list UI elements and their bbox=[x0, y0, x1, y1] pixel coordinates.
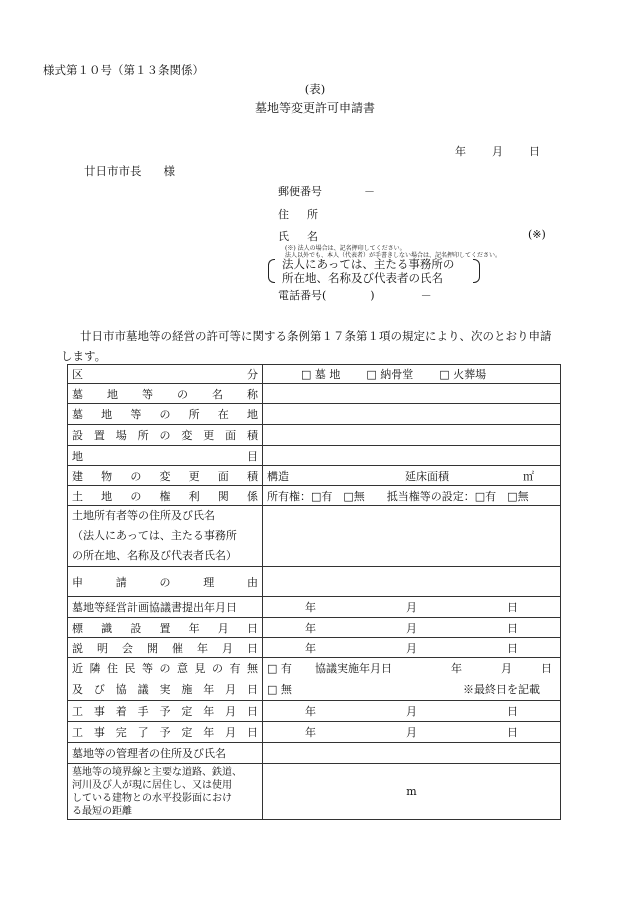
consultation-value[interactable] bbox=[263, 658, 561, 701]
label-char: の bbox=[212, 662, 223, 675]
distance-label-3: している建物との水平投影面におけ bbox=[72, 792, 232, 804]
phone-field[interactable] bbox=[278, 287, 432, 303]
label-char: 有 bbox=[229, 662, 241, 675]
label-char: 在 bbox=[217, 408, 229, 421]
area-change-value[interactable] bbox=[263, 425, 561, 446]
label-char: 意 bbox=[177, 662, 188, 675]
distance-value[interactable] bbox=[263, 764, 561, 820]
area-change-label bbox=[72, 427, 258, 443]
consult-date-label: 協議実施年月日 bbox=[315, 662, 392, 675]
owner-label-3: の所在地、名称及び代表者氏名） bbox=[72, 549, 237, 562]
corp-note-line-2: 所在地、名称及び代表者の氏名 bbox=[282, 271, 443, 285]
consult-note: ※最終日を記載 bbox=[463, 683, 540, 696]
label-char: 施 bbox=[181, 683, 193, 696]
label-char: 面 bbox=[217, 469, 229, 483]
label-char: 置 bbox=[93, 429, 105, 442]
label-char: 目 bbox=[247, 449, 258, 463]
option-ossuary[interactable]: □ 納骨堂 bbox=[366, 368, 414, 381]
building-area-value[interactable] bbox=[263, 466, 561, 486]
row-land-category bbox=[68, 446, 561, 466]
label-char: 利 bbox=[188, 489, 200, 503]
label-char: 近 bbox=[72, 662, 83, 675]
label-char: 変 bbox=[181, 429, 193, 442]
location-label bbox=[72, 406, 258, 422]
document-title: 墓地等変更許可申請書 bbox=[254, 101, 375, 115]
postal-dash: － bbox=[364, 185, 375, 198]
consult-month: 月 bbox=[501, 662, 512, 675]
label-char: 日 bbox=[247, 705, 258, 718]
ymd-month: 月 bbox=[406, 726, 417, 739]
label-char: 地 bbox=[101, 489, 113, 503]
ymd-year: 年 bbox=[305, 705, 316, 718]
label-char: 場 bbox=[115, 429, 127, 442]
row-land-rights bbox=[68, 486, 561, 506]
label-char: 協 bbox=[115, 683, 127, 696]
row-reason bbox=[68, 567, 561, 597]
row-category bbox=[68, 365, 561, 384]
label-char: 及 bbox=[72, 683, 83, 696]
distance-label-2: 河川及び人が現に居住し、又は使用 bbox=[72, 779, 232, 791]
label-char: 地 bbox=[72, 449, 83, 463]
label-char: 定 bbox=[181, 705, 193, 718]
owner-label-1: 土地所有者等の住所及び氏名 bbox=[72, 509, 215, 522]
label-char: 地 bbox=[101, 408, 113, 421]
label-char: 催 bbox=[172, 641, 183, 655]
reason-label bbox=[72, 574, 258, 590]
name-field[interactable] bbox=[278, 228, 318, 244]
facility-name-value[interactable] bbox=[263, 384, 561, 404]
postal-label: 郵便番号 bbox=[278, 185, 322, 198]
ymd-day: 日 bbox=[507, 641, 518, 655]
sign-date-label bbox=[72, 620, 258, 636]
ymd-month: 月 bbox=[406, 601, 417, 614]
ymd-day: 日 bbox=[507, 726, 518, 739]
label-char: 工 bbox=[72, 705, 83, 718]
label-char: 申 bbox=[72, 575, 83, 589]
label-char: 日 bbox=[247, 726, 258, 739]
addressee-name: 廿日市市長 bbox=[84, 164, 142, 178]
label-char: 標 bbox=[72, 621, 83, 635]
label-char: 所 bbox=[137, 429, 149, 442]
option-crematorium[interactable]: □ 火葬場 bbox=[439, 368, 487, 381]
ymd-year: 年 bbox=[305, 641, 316, 655]
option-cemetery[interactable]: □ 墓 地 bbox=[301, 368, 341, 381]
category-label: 区 分 bbox=[72, 368, 258, 381]
start-date-value[interactable] bbox=[263, 701, 561, 722]
row-area-change bbox=[68, 425, 561, 446]
start-date-label bbox=[72, 703, 258, 719]
ymd-month: 月 bbox=[406, 705, 417, 718]
label-char: 工 bbox=[72, 726, 83, 739]
label-char: 月 bbox=[225, 726, 237, 739]
category-options[interactable] bbox=[263, 365, 561, 384]
label-char: 年 bbox=[203, 705, 215, 718]
seal-note-1: (※) 法人の場合は、記名押印してください。 bbox=[285, 245, 406, 252]
consult-day: 日 bbox=[541, 662, 552, 675]
land-rights-label bbox=[72, 488, 258, 504]
ymd-year: 年 bbox=[305, 621, 316, 635]
address-label-2: 所 bbox=[307, 208, 318, 221]
label-char: 由 bbox=[247, 575, 258, 589]
ymd-line bbox=[267, 703, 556, 719]
consult-year: 年 bbox=[451, 662, 462, 675]
land-category-value[interactable] bbox=[263, 446, 561, 466]
consult-yes-option[interactable]: □ 有 bbox=[267, 662, 292, 675]
row-manager bbox=[68, 743, 561, 764]
label-char: 実 bbox=[159, 683, 171, 696]
label-char: 等 bbox=[142, 387, 153, 401]
name-label-2: 名 bbox=[307, 230, 318, 243]
row-sign-date bbox=[68, 618, 561, 638]
label-char: 民 bbox=[124, 662, 136, 675]
label-char: 年 bbox=[203, 683, 215, 696]
plan-date-value[interactable] bbox=[263, 597, 561, 618]
right-bracket bbox=[473, 259, 480, 283]
label-char: 予 bbox=[159, 705, 171, 718]
label-char: 予 bbox=[159, 726, 171, 739]
label-char: の bbox=[130, 469, 142, 483]
land-category-label bbox=[72, 448, 258, 464]
label-char: 土 bbox=[72, 489, 83, 503]
briefing-date-value[interactable] bbox=[263, 638, 561, 658]
meter-unit: m bbox=[406, 785, 417, 798]
label-char: 無 bbox=[247, 662, 258, 675]
ymd-day: 日 bbox=[507, 601, 518, 614]
facility-name-label bbox=[72, 386, 258, 402]
label-char: 隣 bbox=[89, 662, 101, 675]
label-char: 識 bbox=[101, 621, 113, 635]
seal-mark: (※) bbox=[528, 228, 546, 241]
briefing-date-label bbox=[72, 640, 258, 656]
row-finish-date bbox=[68, 722, 561, 743]
ymd-day: 日 bbox=[507, 705, 518, 718]
reason-value[interactable] bbox=[263, 567, 561, 597]
seal-note-2: 法人以外でも、本人（代表者）が手書きしない場合は、記名押印してください。 bbox=[285, 252, 502, 259]
label-char: 地 bbox=[107, 387, 118, 401]
label-char: 説 bbox=[72, 641, 83, 655]
land-rights-value[interactable]: 所有権：□有 □無 抵当権等の設定：□有 □無 bbox=[263, 486, 561, 506]
label-char: 了 bbox=[137, 726, 149, 739]
distance-label-4: る最短の距離 bbox=[72, 805, 132, 817]
row-consultation bbox=[68, 658, 561, 701]
distance-label-1: 墓地等の境界線と主要な道路、鉄道、 bbox=[72, 766, 242, 778]
phone-dash: － bbox=[420, 289, 432, 302]
label-char: 明 bbox=[97, 641, 108, 655]
finish-date-value[interactable] bbox=[263, 722, 561, 743]
location-value[interactable] bbox=[263, 404, 561, 425]
plan-date-label: 墓地等経営計画協議書提出年月日 bbox=[72, 601, 237, 614]
row-distance bbox=[68, 764, 561, 820]
row-plan-date bbox=[68, 597, 561, 618]
label-char: 権 bbox=[159, 489, 171, 503]
label-char: 月 bbox=[225, 683, 237, 696]
label-char: の bbox=[159, 662, 171, 675]
label-char: 開 bbox=[147, 641, 158, 655]
label-char: の bbox=[177, 387, 188, 401]
corporation-note-bracket bbox=[268, 259, 480, 283]
label-char: 更 bbox=[188, 469, 200, 483]
label-char: 称 bbox=[247, 387, 258, 401]
row-building-area bbox=[68, 466, 561, 486]
label-char: 定 bbox=[181, 726, 193, 739]
address-label: 住 bbox=[278, 208, 289, 221]
name-label: 氏 bbox=[278, 230, 289, 243]
label-char: 物 bbox=[101, 469, 113, 483]
label-char: の bbox=[130, 489, 142, 503]
label-char: の bbox=[159, 575, 171, 589]
label-char: 手 bbox=[137, 705, 149, 718]
form-number: 様式第１０号（第１３条関係） bbox=[43, 63, 204, 77]
intro-text: 廿日市市墓地等の経営の許可等に関する条例第１７条第１項の規定により、次のとおり申請します。 bbox=[61, 329, 552, 363]
label-char: 変 bbox=[159, 469, 171, 483]
row-location bbox=[68, 404, 561, 425]
label-char: 議 bbox=[137, 683, 149, 696]
floor-area-label: 延床面積 bbox=[405, 469, 449, 483]
ymd-month: 月 bbox=[406, 641, 417, 655]
label-char: 地 bbox=[246, 408, 258, 421]
label-char: び bbox=[93, 683, 105, 696]
date-month: 月 bbox=[492, 145, 503, 158]
label-char: 年 bbox=[203, 726, 215, 739]
finish-date-label bbox=[72, 724, 258, 740]
consult-label-2 bbox=[72, 679, 258, 700]
label-char: 建 bbox=[72, 469, 83, 483]
label-char: 積 bbox=[246, 469, 258, 483]
label-char: 年 bbox=[188, 621, 200, 635]
row-briefing-date bbox=[68, 638, 561, 658]
label-char: 完 bbox=[115, 726, 127, 739]
label-char: 着 bbox=[115, 705, 127, 718]
manager-value[interactable] bbox=[263, 743, 561, 764]
consult-label-1 bbox=[72, 658, 258, 679]
sign-date-value[interactable] bbox=[263, 618, 561, 638]
label-char: 月 bbox=[222, 641, 233, 655]
label-char: 名 bbox=[212, 387, 223, 401]
left-bracket bbox=[268, 259, 275, 283]
label-char: 設 bbox=[130, 621, 142, 635]
building-area-label bbox=[72, 468, 258, 484]
label-char: 設 bbox=[72, 429, 83, 442]
label-char: 事 bbox=[93, 705, 105, 718]
label-char: 置 bbox=[159, 621, 171, 635]
label-char: 等 bbox=[142, 662, 153, 675]
date-year: 年 bbox=[455, 145, 466, 158]
ymd-line bbox=[267, 599, 556, 615]
postal-code-field[interactable] bbox=[278, 183, 375, 199]
ymd-year: 年 bbox=[305, 726, 316, 739]
phone-label: 電話番号( bbox=[278, 289, 327, 302]
ymd-month: 月 bbox=[406, 621, 417, 635]
application-table bbox=[67, 364, 561, 820]
corp-note-line-1: 法人にあっては、主たる事務所の bbox=[282, 257, 455, 271]
label-char: 面 bbox=[225, 429, 237, 442]
label-char: 関 bbox=[217, 489, 229, 503]
label-char: 係 bbox=[246, 489, 258, 503]
addressee-honorific: 様 bbox=[163, 164, 175, 178]
label-char: 墓 bbox=[72, 408, 83, 421]
row-facility-name bbox=[68, 384, 561, 404]
ymd-line bbox=[267, 620, 556, 636]
label-char: 理 bbox=[203, 575, 215, 589]
label-char: の bbox=[159, 408, 171, 421]
date-line bbox=[455, 143, 540, 159]
ymd-line bbox=[267, 724, 556, 740]
label-char: 会 bbox=[122, 641, 133, 655]
addressee bbox=[84, 163, 175, 179]
structure-label: 構造 bbox=[267, 469, 289, 483]
label-char: 日 bbox=[247, 641, 258, 655]
label-char: 日 bbox=[246, 621, 258, 635]
row-start-date bbox=[68, 701, 561, 722]
label-char: 事 bbox=[93, 726, 105, 739]
intro-paragraph bbox=[61, 326, 561, 366]
label-char: の bbox=[159, 429, 171, 442]
manager-label: 墓地等の管理者の住所及び氏名 bbox=[72, 747, 226, 760]
owner-label-2: （法人にあっては、主たる事務所 bbox=[72, 529, 237, 542]
label-char: 所 bbox=[188, 408, 200, 421]
label-char: 月 bbox=[217, 621, 229, 635]
front-side-label: (表) bbox=[304, 82, 326, 96]
ymd-year: 年 bbox=[305, 601, 316, 614]
address-field[interactable] bbox=[278, 206, 318, 222]
consult-no-option[interactable]: □ 無 bbox=[267, 683, 292, 696]
owner-value[interactable] bbox=[263, 506, 561, 567]
ymd-day: 日 bbox=[507, 621, 518, 635]
date-day: 日 bbox=[529, 145, 540, 158]
label-char: 住 bbox=[107, 662, 118, 675]
label-char: 年 bbox=[197, 641, 208, 655]
label-char: 等 bbox=[130, 408, 142, 421]
phone-close: ) bbox=[370, 289, 375, 302]
label-char: 請 bbox=[115, 575, 127, 589]
label-char: 月 bbox=[225, 705, 237, 718]
label-char: 積 bbox=[247, 429, 258, 442]
label-char: 日 bbox=[247, 683, 258, 696]
label-char: 更 bbox=[203, 429, 215, 442]
sqm-unit: ㎡ bbox=[523, 469, 534, 483]
label-char: 墓 bbox=[72, 387, 83, 401]
label-char: 見 bbox=[194, 662, 206, 675]
ymd-line bbox=[267, 640, 556, 656]
row-owner bbox=[68, 506, 561, 567]
